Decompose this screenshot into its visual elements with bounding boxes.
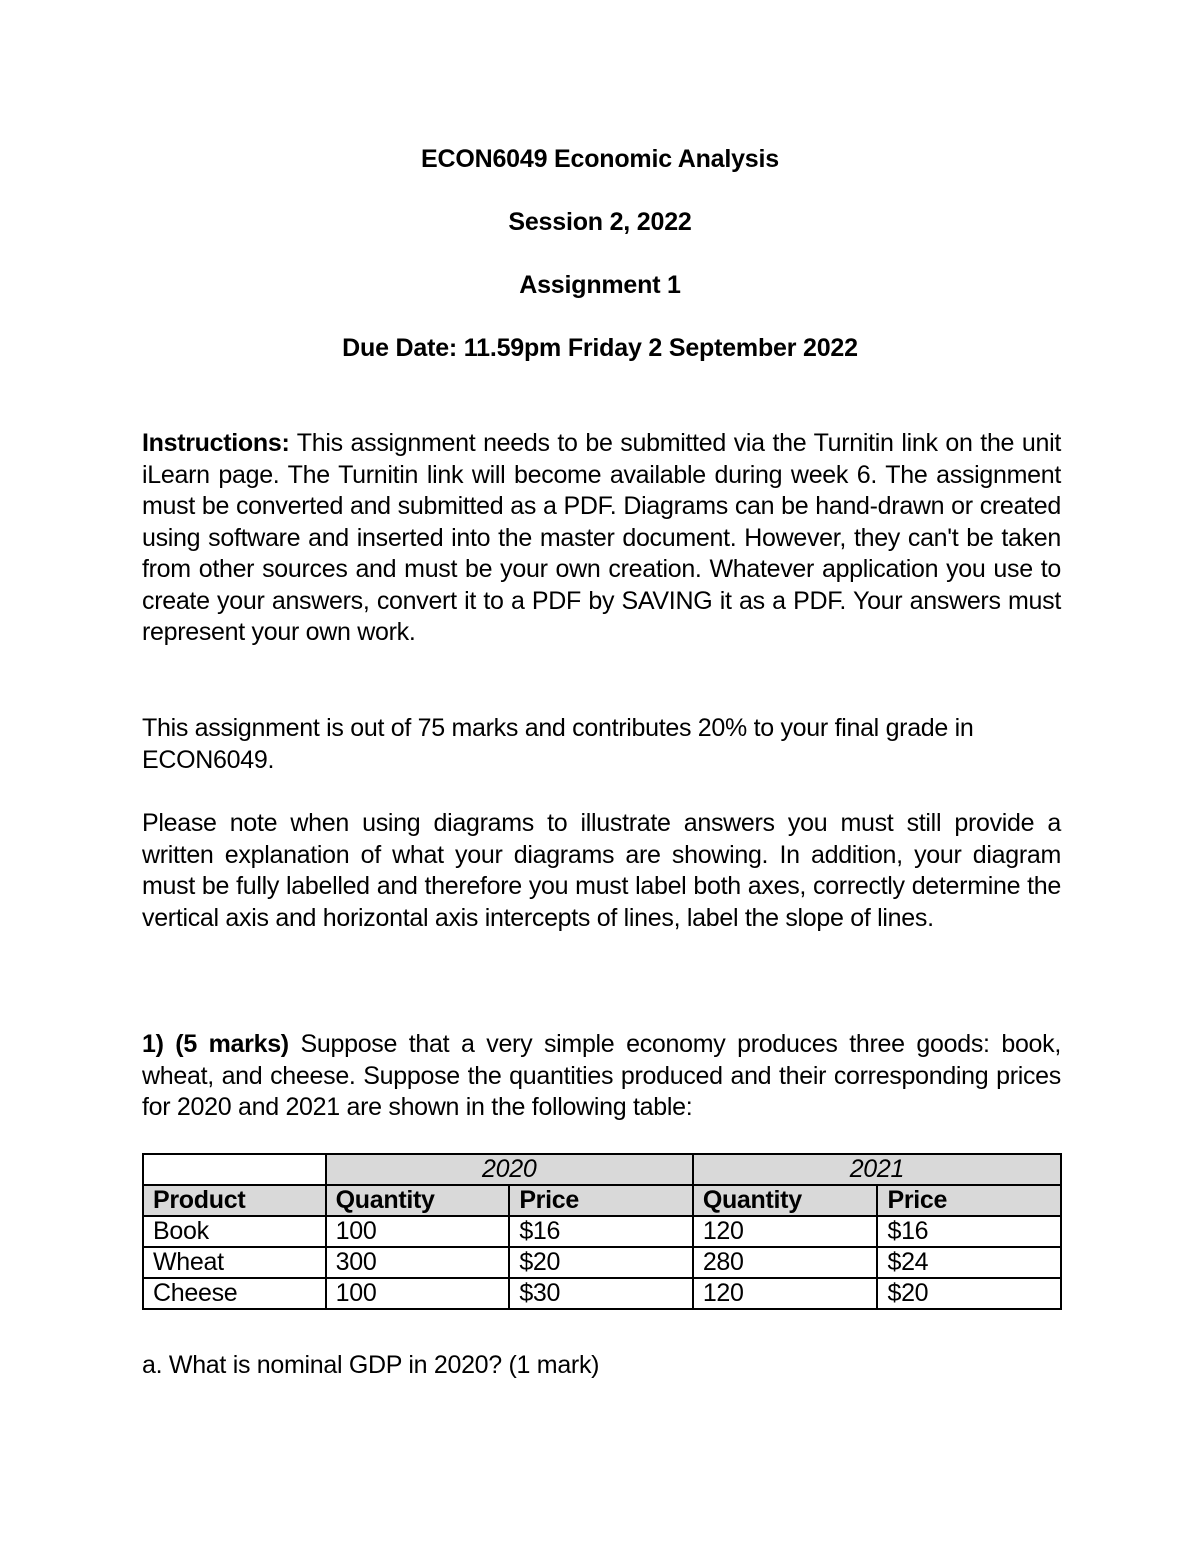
year-header-row xyxy=(143,1154,1061,1185)
year-2021-header: 2021 xyxy=(693,1154,1061,1185)
assignment-title: Assignment 1 xyxy=(519,271,681,299)
instructions-paragraph xyxy=(142,428,1061,649)
marks-note-paragraph: This assignment is out of 75 marks and contributes 20% to your final grade in ECON6049. xyxy=(142,714,974,774)
question-1-text: Suppose that a very simple economy produces three goods: book, wheat, and cheese. Suppose the quantities produced and their corresponding prices for 2020 and 2021 are shown in the following table: xyxy=(142,1030,1062,1121)
question-1-label: 1) (5 marks) xyxy=(142,1030,289,1058)
table-cell: 100 xyxy=(326,1278,510,1309)
table-cell: $20 xyxy=(509,1247,693,1278)
table-row xyxy=(143,1278,1061,1309)
instructions-text: This assignment needs to be submitted via the Turnitin link on the unit iLearn page. The Turnitin link will become available during week 6. The assignment must be converted and submitted as a PDF. Diagrams can be hand-drawn or created using software and inserted into the master document. However, they can't be taken from other sources and must be your own creation. Whatever application you use to create your answers, convert it to a PDF by SAVING it as a PDF. Your answers must represent your own work. xyxy=(142,429,1061,646)
table-row xyxy=(143,1247,1061,1278)
quantities-prices-table xyxy=(142,1153,1062,1310)
instructions-label: Instructions: xyxy=(142,429,290,457)
blank-header-cell xyxy=(143,1154,326,1185)
column-header-quantity-2020: Quantity xyxy=(326,1185,510,1216)
table-cell: 280 xyxy=(693,1247,878,1278)
table-cell: 100 xyxy=(326,1216,510,1247)
column-header-price-2020: Price xyxy=(509,1185,693,1216)
session-line: Session 2, 2022 xyxy=(508,208,692,236)
course-title: ECON6049 Economic Analysis xyxy=(421,145,779,173)
column-header-row xyxy=(143,1185,1061,1216)
table-cell: Book xyxy=(143,1216,326,1247)
table-cell: 300 xyxy=(326,1247,510,1278)
table-cell: 120 xyxy=(693,1278,878,1309)
question-1-paragraph xyxy=(142,1029,1061,1124)
column-header-product: Product xyxy=(143,1185,326,1216)
table-cell: Cheese xyxy=(143,1278,326,1309)
due-date: Due Date: 11.59pm Friday 2 September 2022 xyxy=(342,334,858,362)
diagram-note-paragraph: Please note when using diagrams to illustrate answers you must still provide a written explanation of what your diagrams are showing. In addition, your diagram must be fully labelled and therefore you must label both axes, correctly determine the vertical axis and horizontal axis intercepts of lines, label the slope of lines. xyxy=(142,809,1061,932)
table-cell: $30 xyxy=(509,1278,693,1309)
table-cell: 120 xyxy=(693,1216,878,1247)
column-header-quantity-2021: Quantity xyxy=(693,1185,878,1216)
table-cell: $16 xyxy=(877,1216,1061,1247)
question-a: a. What is nominal GDP in 2020? (1 mark) xyxy=(142,1351,600,1379)
column-header-price-2021: Price xyxy=(877,1185,1061,1216)
table-row xyxy=(143,1216,1061,1247)
year-2020-header: 2020 xyxy=(326,1154,693,1185)
table-cell: $24 xyxy=(877,1247,1061,1278)
table-cell: Wheat xyxy=(143,1247,326,1278)
table-cell: $16 xyxy=(509,1216,693,1247)
table-cell: $20 xyxy=(877,1278,1061,1309)
